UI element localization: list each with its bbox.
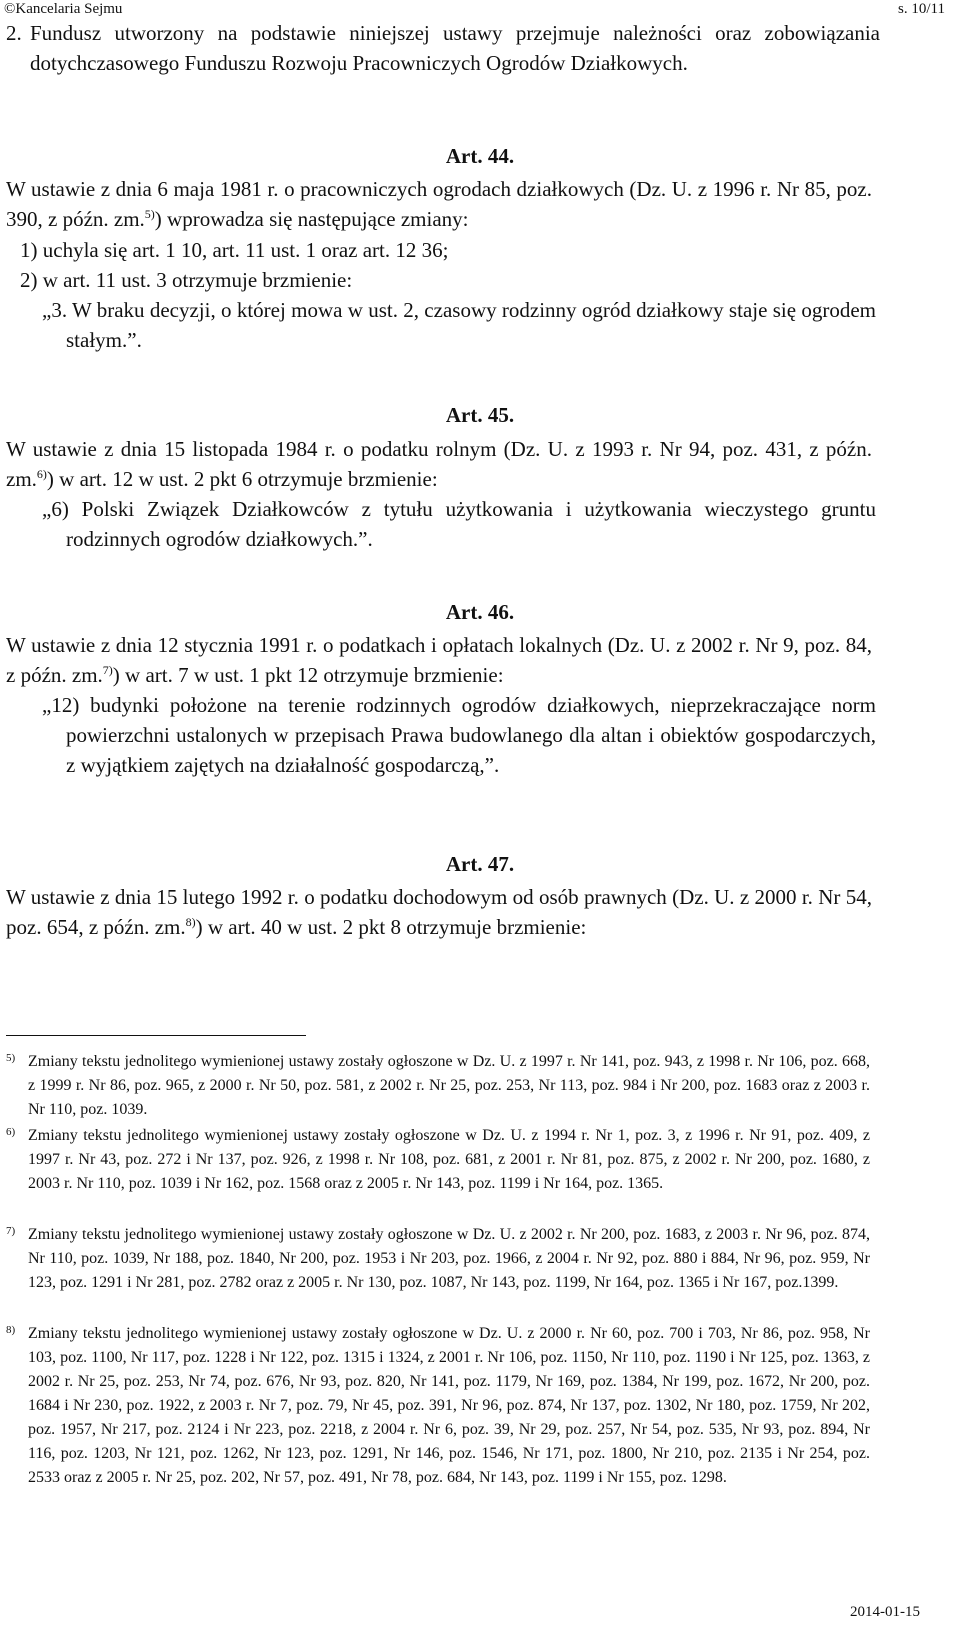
art-44-intro: W ustawie z dnia 6 maja 1981 r. o pracowniczych ogrodach działkowych (Dz. U. z 1996 r. Nr 85, poz. 390, z późn. zm.$^{5)}$) wprowadza się następujące zmiany: [6,177,872,231]
footnote-6-text: Zmiany tekstu jednolitego wymienionej ustawy zostały ogłoszone w Dz. U. z 1994 r. Nr 1, poz. 3, z 1996 r. Nr 91, poz. 409, z 1997 r. Nr 43, poz. 272 i Nr 137, poz. 926, z 1998 r. Nr 108, poz. 681, z 2001 r. Nr 81, poz. 875, z 2002 r. Nr 200, poz. 1680, z 2003 r. Nr 110, poz. 1039 i Nr 162, poz. 1568 oraz z 2005 r. Nr 143, poz. 1199 i Nr 164, poz. 1365. [28,1127,870,1192]
footnote-ref-8[interactable]: 8) [185,915,196,929]
header-left: ©Kancelaria Sejmu [4,1,123,17]
footnote-separator [6,1035,306,1036]
art-44-title: Art. 44. [445,144,515,168]
footer-date: 2014-01-15 [850,1604,920,1620]
art-46-intro: W ustawie z dnia 12 stycznia 1991 r. o podatkach i opłatach lokalnych (Dz. U. z 2002 r. Nr 9, poz. 84, z późn. zm.$^{7)}$) w art. 7 w ust. 1 pkt 12 otrzymuje brzmienie: [6,633,872,687]
art-45-quote: „6) Polski Związek Działkowców z tytułu użytkowania i użytkowania wieczystego gruntu rodzinnych ogrodów działkowych.”. [42,497,876,551]
art-46-quote: „12) budynki położone na terenie rodzinnych ogrodów działkowych, nieprzekraczające norm powierzchni ustalonych w przepisach Prawa budowlanego dla altan i obiektów gospodarczych, z wyjątkiem zajętych na działalność gospodarczą,”. [42,693,876,777]
paragraph-2-text: Fundusz utworzony na podstawie niniejszej ustawy przejmuje należności oraz zobowiązania dotychczasowego Funduszu Rozwoju Pracowniczych Ogrodów Działkowych. [30,21,880,75]
footnote-ref-7[interactable]: 7) [102,663,113,677]
header-page-number: s. 10/11 [898,1,945,17]
paragraph-2-number: 2. [6,21,22,45]
footnote-5-text: Zmiany tekstu jednolitego wymienionej ustawy zostały ogłoszone w Dz. U. z 1997 r. Nr 141, poz. 943, z 1998 r. Nr 106, poz. 668, z 1999 r. Nr 86, poz. 965, z 2000 r. Nr 50, poz. 581, z 2002 r. Nr 25, poz. 253, Nr 113, poz. 984 i Nr 200, poz. 1683 oraz z 2003 r. Nr 110, poz. 1039. [28,1053,870,1118]
art-46-title: Art. 46. [445,600,515,624]
footnote-7-text: Zmiany tekstu jednolitego wymienionej ustawy zostały ogłoszone w Dz. U. z 2002 r. Nr 200, poz. 1683, z 2003 r. Nr 96, poz. 874, Nr 110, poz. 1039, Nr 188, poz. 1840, Nr 200, poz. 1953 i Nr 203, poz. 1966, z 2004 r. Nr 92, poz. 880 i 884, Nr 96, poz. 959, Nr 123, poz. 1291 i Nr 281, poz. 2782 oraz z 2005 r. Nr 130, poz. 1087, Nr 143, poz. 1199, Nr 164, poz. 1365 i Nr 167, poz.1399. [28,1226,870,1291]
art-44-item-2: 2) w art. 11 ust. 3 otrzymuje brzmienie: [20,268,353,292]
footnote-ref-5[interactable]: 5) [144,207,155,221]
footnote-7-mark: 7) [6,1225,16,1237]
footnote-5-mark: 5) [6,1052,16,1064]
footnote-8-mark: 8) [6,1324,16,1336]
footnote-8-text: Zmiany tekstu jednolitego wymienionej ustawy zostały ogłoszone w Dz. U. z 2000 r. Nr 60, poz. 700 i 703, Nr 86, poz. 958, Nr 103, poz. 1100, Nr 117, poz. 1228 i Nr 122, poz. 1315 i 1324, z 2001 r. Nr 106, poz. 1150, Nr 110, poz. 1190 i Nr 125, poz. 1363, z 2002 r. Nr 25, poz. 253, Nr 74, poz. 676, Nr 93, poz. 820, Nr 141, poz. 1179, Nr 169, poz. 1384, Nr 199, poz. 1672, Nr 200, poz. 1684 i Nr 230, poz. 1922, z 2003 r. Nr 7, poz. 79, Nr 45, poz. 391, Nr 96, poz. 874, Nr 137, poz. 1302, Nr 180, poz. 1759, Nr 202, poz. 1957, Nr 217, poz. 2124 i Nr 223, poz. 2218, z 2004 r. Nr 6, poz. 39, Nr 29, poz. 257, Nr 54, poz. 535, Nr 93, poz. 894, Nr 116, poz. 1203, Nr 121, poz. 1262, Nr 123, poz. 1291, Nr 146, poz. 1546, Nr 171, poz. 1800, Nr 210, poz. 2135 i Nr 254, poz. 2533 oraz z 2005 r. Nr 25, poz. 202, Nr 57, poz. 491, Nr 78, poz. 684, Nr 143, poz. 1199 i Nr 155, poz. 1298. [28,1325,870,1486]
art-44-item-1: 1) uchyla się art. 1 10, art. 11 ust. 1 oraz art. 12 36; [20,238,449,262]
art-47-intro: W ustawie z dnia 15 lutego 1992 r. o podatku dochodowym od osób prawnych (Dz. U. z 2000 r. Nr 54, poz. 654, z późn. zm.$^{8)}$) w art. 40 w ust. 2 pkt 8 otrzymuje brzmienie: [6,885,872,939]
art-44-quote: „3. W braku decyzji, o której mowa w ust. 2, czasowy rodzinny ogród działkowy staje się ogrodem stałym.”. [42,298,876,352]
footnote-6-mark: 6) [6,1126,16,1138]
art-47-title: Art. 47. [445,852,515,876]
art-45-title: Art. 45. [445,403,515,427]
art-45-intro: W ustawie z dnia 15 listopada 1984 r. o podatku rolnym (Dz. U. z 1993 r. Nr 94, poz. 431, z późn. zm.$^{6)}$) w art. 12 w ust. 2 pkt 6 otrzymuje brzmienie: [6,437,872,491]
footnote-ref-6[interactable]: 6) [36,467,47,481]
